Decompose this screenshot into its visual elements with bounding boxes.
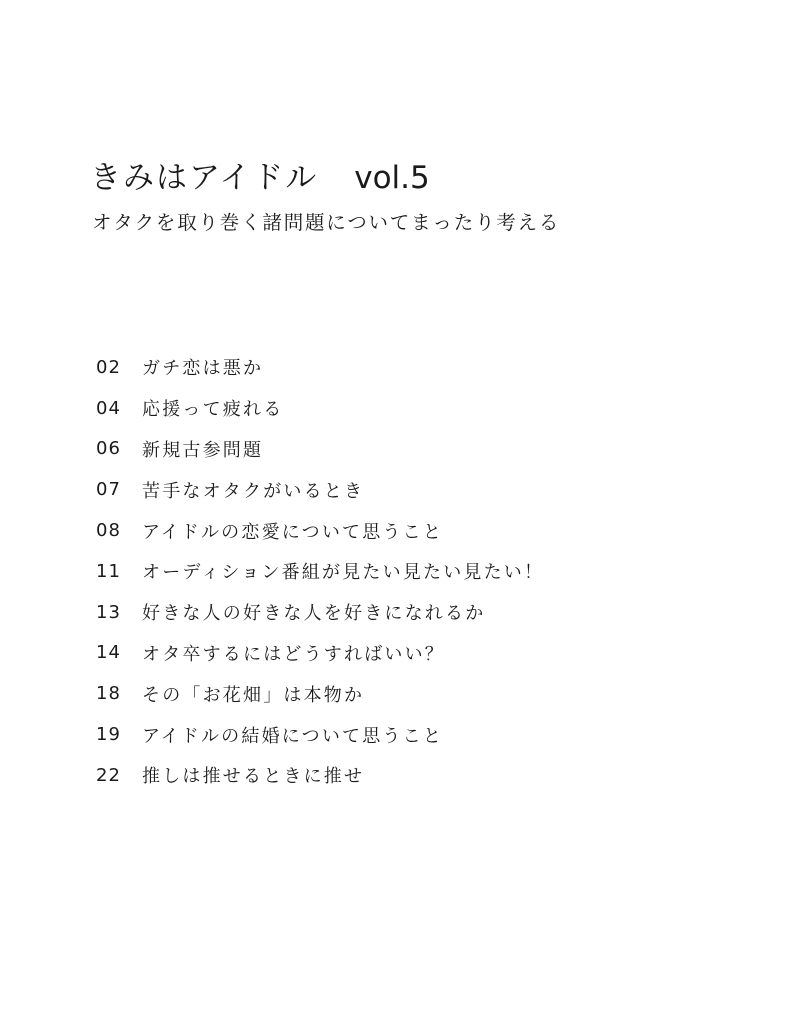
toc-entry-title: アイドルの結婚について思うこと <box>142 725 444 747</box>
toc-item <box>96 388 544 429</box>
toc-item <box>96 633 544 674</box>
page-title <box>90 152 430 197</box>
title-text: きみはアイドル <box>90 160 319 196</box>
toc-page-number: 18 <box>96 683 121 705</box>
toc-item <box>96 592 544 633</box>
toc-item <box>96 510 544 551</box>
toc-item <box>96 347 544 388</box>
toc-page-number: 11 <box>96 560 121 582</box>
toc-page-number: 06 <box>96 438 121 460</box>
toc-entry-title: アイドルの恋愛について思うこと <box>142 521 444 543</box>
toc-item <box>96 469 544 510</box>
toc-item <box>96 673 544 714</box>
toc-entry-title: その「お花畑」は本物か <box>142 684 365 706</box>
toc-page-number: 02 <box>96 356 121 378</box>
toc-page-number: 08 <box>96 520 121 542</box>
volume-label: vol.5 <box>354 160 430 196</box>
toc-entry-title: 苦手なオタクがいるとき <box>142 480 365 502</box>
toc-page-number: 07 <box>96 479 121 501</box>
toc-entry-title: オタ卒するにはどうすればいい？ <box>142 643 445 665</box>
toc-entry-title: 好きな人の好きな人を好きになれるか <box>142 603 486 625</box>
toc-entry-title: ガチ恋は悪か <box>142 358 264 380</box>
toc-item <box>96 714 544 755</box>
toc-item <box>96 551 544 592</box>
toc-page-number: 14 <box>96 642 121 664</box>
toc-page-number: 13 <box>96 601 121 623</box>
toc-entry-title: 応援って疲れる <box>142 399 284 421</box>
toc-entry-title: 新規古参問題 <box>142 439 264 461</box>
page-subtitle: オタクを取り巻く諸問題についてまったり考える <box>92 211 561 234</box>
toc-entry-title: 推しは推せるときに推せ <box>142 766 365 788</box>
toc-item <box>96 755 544 796</box>
toc-page-number: 04 <box>96 397 121 419</box>
toc-entry-title: オーディション番組が見たい見たい見たい！ <box>142 562 545 584</box>
toc-page-number: 19 <box>96 724 121 746</box>
table-of-contents <box>96 347 544 796</box>
toc-page-number: 22 <box>96 764 121 786</box>
toc-item <box>96 429 544 470</box>
